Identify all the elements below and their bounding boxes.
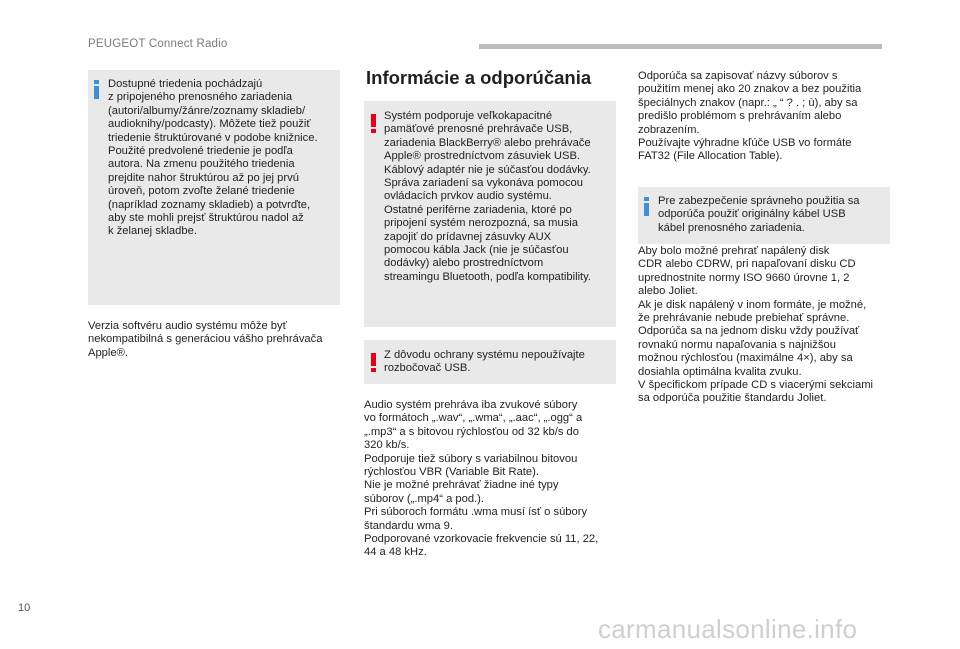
audio-formats-paragraph: Audio systém prehráva iba zvukové súbory vo formátoch „.wav“, „.wma“, „.aac“, „.ogg“ a „.mp3“ a s bitovou rýchlosťou od 32 kb/s do 320 kb/s. Podporuje tiež súbory s variabilnou bitovou rýchlosťou VBR (Variable Bit Rate). Nie je možné prehrávať žiadne iné typy súborov („.mp4“ a pod.). Pri súboroch formátu .wma musí ísť o súbory štandardu wma 9. Podporované vzorkovacie frekvencie sú 11, 22, 44 a 48 kHz. <box>364 399 599 559</box>
warning-box-text: Systém podporuje veľkokapacitné pamäťové prenosné prehrávače USB, zariadenia BlackBerry® alebo prehrávače Apple® prostredníctvom zásuviek USB. Káblový adaptér nie je súčasťou dodávky. Správa zariadení sa vykonáva pomocou ovládacích prvkov audio systému. Ostatné periférne zariadenia, ktoré po pripojení systém nerozpozná, sa musia zapojiť do prídavnej zásuvky AUX pomocou kábla Jack (nie je súčasťou dodávky) alebo prostredníctvom streamingu Bluetooth, podľa kompatibility. <box>384 110 592 283</box>
info-box-sorting <box>88 70 340 305</box>
warning-box-usb-support <box>364 101 616 327</box>
header-divider <box>479 44 882 49</box>
info-box-text: Pre zabezpečenie správneho použitia sa odporúča použiť originálny kábel USB kábel prenosného zariadenia. <box>658 195 860 234</box>
cd-burning-paragraph: Aby bolo možné prehrať napálený disk CDR alebo CDRW, pri napaľovaní disku CD uprednostnite normy ISO 9660 úrovne 1, 2 alebo Joliet. Ak je disk napálený v inom formáte, je možné, že prehrávanie nebude prebiehať správne. Odporúča sa na jednom disku vždy používať rovnakú normu napaľovania s najnižšou možnou rýchlosťou (maximálne 4×), aby sa dosiahla optimálna kvalita zvuku. V špecifickom prípade CD s viacerými sekciami sa odporúča použitie štandardu Joliet. <box>638 245 874 405</box>
warning-box-usb-hub <box>364 340 616 384</box>
apple-compatibility-paragraph: Verzia softvéru audio systému môže byť nekompatibilná s generáciou vášho prehrávača Apple®. <box>88 320 323 359</box>
watermark-text: carmanualsonline.info <box>598 614 858 644</box>
info-box-usb-cable <box>638 187 890 244</box>
page-number: 10 <box>18 602 31 614</box>
document-header-title: PEUGEOT Connect Radio <box>88 38 228 50</box>
section-title: Informácie a odporúčania <box>366 67 592 88</box>
file-naming-paragraph: Odporúča sa zapisovať názvy súborov s použitím menej ako 20 znakov a bez použitia špeciálnych znakov (napr.: „ “ ? . ; ù), aby sa predišlo problémom s prehrávaním alebo zobrazením. Používajte výhradne kľúče USB vo formáte FAT32 (File Allocation Table). <box>638 70 862 163</box>
info-box-text: Dostupné triedenia pochádzajú z pripojeného prenosného zariadenia (autori/albumy/žánre/zoznamy skladieb/ audioknihy/podcasty). Môžete tiež použiť triedenie štruktúrované v podobe knižnice. Použité predvolené triedenie je podľa autora. Na zmenu použitého triedenia prejdite nahor štruktúrou až po jej prvú úroveň, potom zvoľte želané triedenie (napríklad zoznamy skladieb) a potvrďte, aby ste mohli prejsť štruktúrou nadol až k želanej skladbe. <box>108 78 318 238</box>
warning-box-text: Z dôvodu ochrany systému nepoužívajte rozbočovač USB. <box>384 349 585 375</box>
